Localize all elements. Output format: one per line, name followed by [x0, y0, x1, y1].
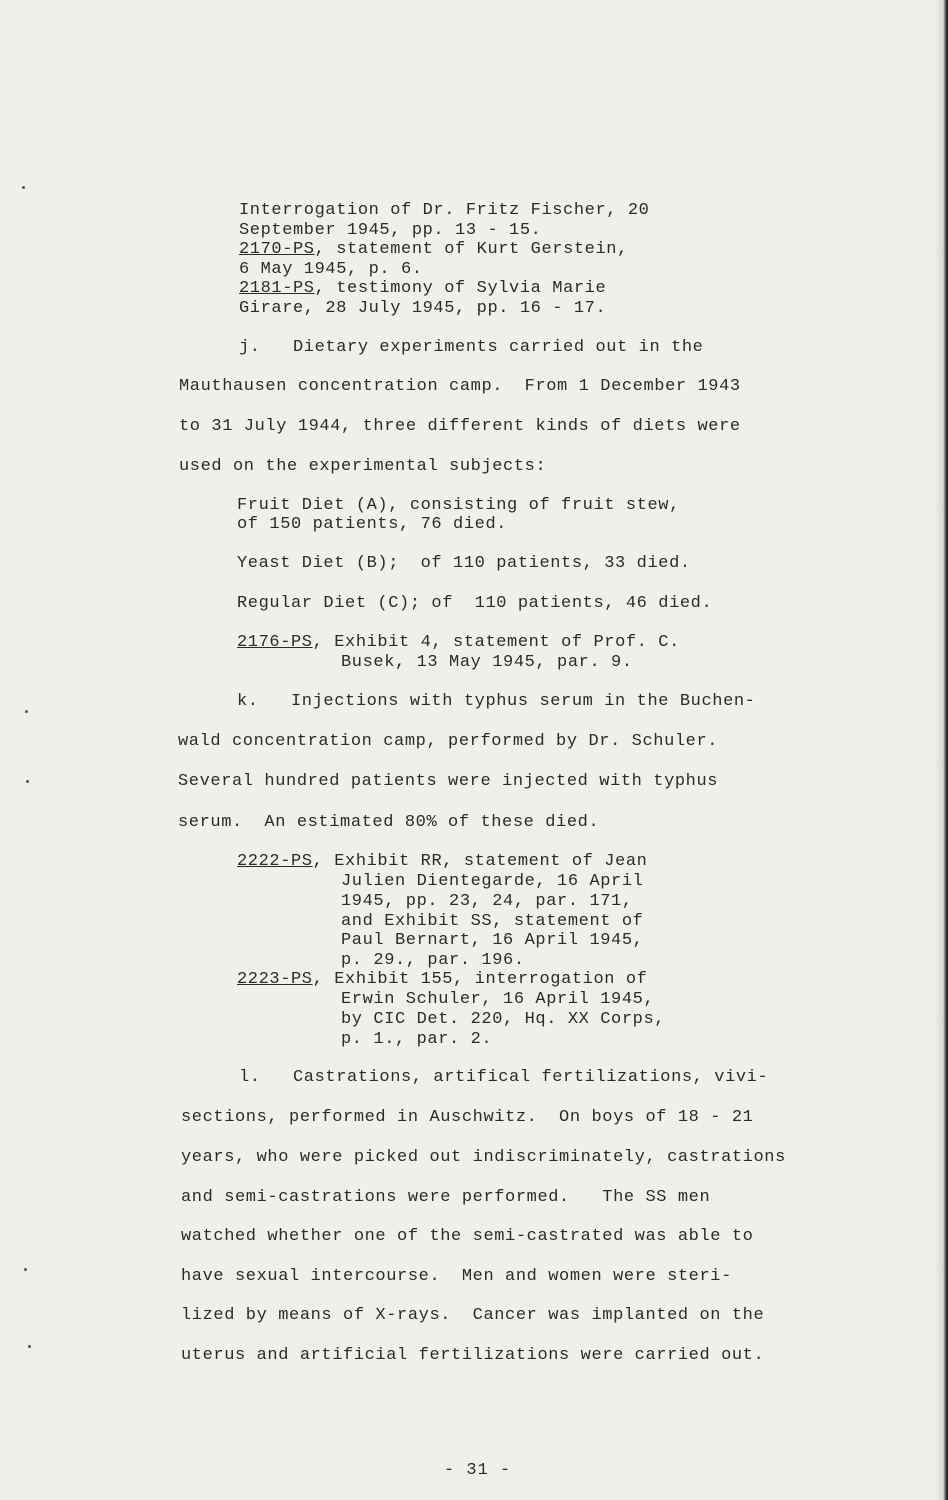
citation-line: Busek, 13 May 1945, par. 9. — [341, 653, 633, 672]
paragraph-line: serum. An estimated 80% of these died. — [178, 813, 600, 832]
diet-line: of 150 patients, 76 died. — [237, 515, 508, 534]
diet-line: Regular Diet (C); of 110 patients, 46 died. — [237, 594, 713, 613]
paragraph-line: have sexual intercourse. Men and women were steri- — [181, 1267, 732, 1286]
paragraph-line: watched whether one of the semi-castrated was able to — [181, 1227, 754, 1246]
diet-line: Fruit Diet (A), consisting of fruit stew, — [237, 496, 680, 515]
citation-line: and Exhibit SS, statement of — [341, 912, 644, 931]
paragraph-line: wald concentration camp, performed by Dr. Schuler. — [178, 732, 719, 751]
speck — [24, 1268, 27, 1271]
citation-ref: 2181-PS — [239, 279, 315, 298]
citation-line: Julien Dientegarde, 16 April — [341, 872, 644, 891]
paragraph-line: Mauthausen concentration camp. From 1 December 1943 — [179, 377, 741, 396]
citation-line: Girare, 28 July 1945, pp. 16 - 17. — [239, 299, 607, 318]
citation-line: Interrogation of Dr. Fritz Fischer, 20 — [239, 201, 650, 220]
citation-line: by CIC Det. 220, Hq. XX Corps, — [341, 1010, 666, 1029]
paragraph-line: lized by means of X-rays. Cancer was implanted on the — [181, 1306, 765, 1325]
citation-line: September 1945, pp. 13 - 15. — [239, 221, 542, 240]
citation-line: 2222-PS, Exhibit RR, statement of Jean — [237, 852, 648, 871]
page-edge-shadow — [936, 0, 948, 1500]
speck — [28, 1345, 31, 1348]
paragraph-line: Several hundred patients were injected with typhus — [178, 772, 719, 791]
citation-line: 1945, pp. 23, 24, par. 171, — [341, 892, 633, 911]
citation-line: 2223-PS, Exhibit 155, interrogation of — [237, 970, 648, 989]
citation-ref: 2176-PS — [237, 633, 313, 652]
speck — [25, 710, 28, 713]
paragraph-line: k. Injections with typhus serum in the Buchen- — [237, 692, 756, 711]
citation-line: 2181-PS, testimony of Sylvia Marie — [239, 279, 607, 298]
citation-line: p. 29., par. 196. — [341, 951, 525, 970]
paragraph-line: sections, performed in Auschwitz. On boys of 18 - 21 — [181, 1108, 754, 1127]
speck — [22, 186, 25, 189]
paragraph-line: years, who were picked out indiscriminately, castrations — [181, 1148, 786, 1167]
page-number: - 31 - — [444, 1461, 512, 1480]
speck — [26, 780, 29, 783]
citation-ref: 2170-PS — [239, 240, 315, 259]
citation-ref: 2222-PS — [237, 852, 313, 871]
citation-line: p. 1., par. 2. — [341, 1030, 493, 1049]
paragraph-line: to 31 July 1944, three different kinds of diets were — [179, 417, 741, 436]
paragraph-line: used on the experimental subjects: — [179, 457, 547, 476]
citation-line: Paul Bernart, 16 April 1945, — [341, 931, 644, 950]
paragraph-line: and semi-castrations were performed. The SS men — [181, 1188, 711, 1207]
diet-line: Yeast Diet (B); of 110 patients, 33 died. — [237, 554, 691, 573]
citation-line: Erwin Schuler, 16 April 1945, — [341, 990, 655, 1009]
paragraph-line: j. Dietary experiments carried out in the — [239, 338, 704, 357]
citation-ref: 2223-PS — [237, 970, 313, 989]
paragraph-line: uterus and artificial fertilizations were carried out. — [181, 1346, 765, 1365]
citation-line: 2170-PS, statement of Kurt Gerstein, — [239, 240, 628, 259]
citation-line: 6 May 1945, p. 6. — [239, 260, 423, 279]
paragraph-line: l. Castrations, artifical fertilizations, vivi- — [239, 1068, 769, 1087]
citation-line: 2176-PS, Exhibit 4, statement of Prof. C. — [237, 633, 680, 652]
